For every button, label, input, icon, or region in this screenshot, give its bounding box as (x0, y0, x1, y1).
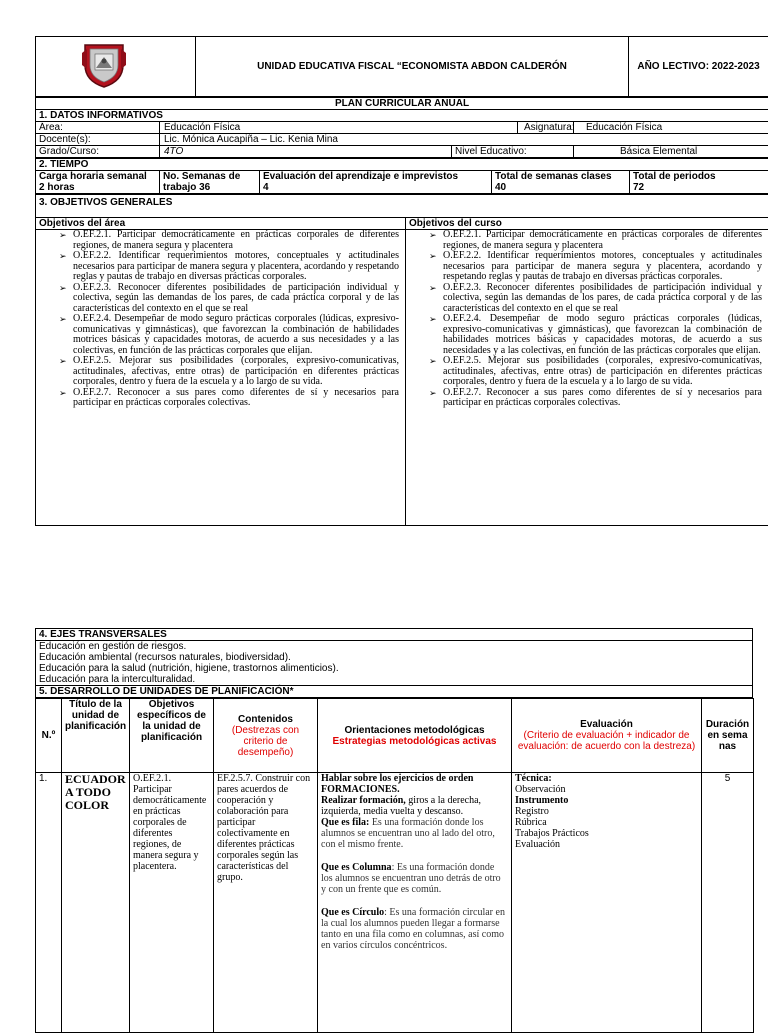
page-2 (35, 628, 753, 1033)
columna-text: : Es una formación donde los alumnos se encuentran uno detrás de otro y con un frente que es común. (321, 862, 501, 895)
logo-cell (36, 37, 196, 97)
grado-value-text: 4TO (164, 146, 183, 157)
total-semanas-value: 40 (495, 182, 626, 193)
unit-objetivo: O.EF.2.1. Participar democráticamente en prácticas corporales de diferentes regiones, de manera segura y placentera. (130, 773, 214, 1033)
objective-text: O.EF.2.3. Reconocer diferentes posibilidades de participación individual y colectiva, según las demandas de los pares, de cada práctica corporal y de las características del contexto en el que se real (73, 282, 399, 314)
tiempo-col-evaluacion (260, 171, 492, 194)
header-table (35, 36, 768, 97)
columna-label: Que es Columna (321, 862, 392, 873)
eje-item: Educación para la interculturalidad. (39, 674, 749, 685)
eje-item: Educación para la salud (nutrición, higiene, trastornos alimenticios). (39, 663, 749, 674)
header-evaluacion (512, 699, 702, 773)
orient-title1: Hablar sobre los ejercicios de orden (321, 773, 474, 784)
unit-orientaciones (318, 773, 512, 1033)
header-duracion: Duración en semanas (702, 699, 754, 773)
orient-realizar-text: giros a la derecha, izquierda, media vuelta y descanso. (321, 795, 481, 817)
objective-text: O.EF.2.5. Mejorar sus posibilidades (corporales, expresivo-comunicativas, actitudinales, afectivas, entre otras) de participación en diferentes prácticas corporales, dentro y fuera de la escuela y a lo largo de su vida. (443, 355, 762, 387)
school-crest-icon (79, 39, 129, 89)
objective-item (409, 314, 762, 356)
objective-text: O.EF.2.4. Desempeñar de modo seguro prácticas corporales (lúdicas, expresivo-comunicativas y gimnásticas), que favorezcan la combinación de habilidades motrices básicas y capacidades motoras, de acuerdo a sus necesidades y a las colectivas, en función de las prácticas corporales que elijan. (73, 313, 399, 356)
objective-item (39, 283, 399, 315)
unit-contenido: EF.2.5.7. Construir con pares acuerdos de cooperación y colaboración para participar colectivamente en diferentes prácticas corporales según las características del grupo. (214, 773, 318, 1033)
arrow-bullet-icon: ➢ (59, 283, 67, 294)
arrow-bullet-icon: ➢ (59, 314, 67, 325)
evaluacion-value: 4 (263, 182, 488, 193)
objective-text: O.EF.2.3. Reconocer diferentes posibilidades de participación individual y colectiva, según las demandas de los pares, de cada práctica corporal y de las características del contexto en el que se real (443, 282, 762, 314)
school-year: AÑO LECTIVO: 2022-2023 (629, 37, 768, 97)
objetivos-curso-list (409, 230, 762, 409)
tiempo-table (35, 158, 768, 194)
objetivos-area-header: Objetivos del área (36, 218, 406, 230)
carga-header: Carga horaria semanal (39, 171, 156, 182)
objective-text: O.EF.2.2. Identificar requerimientos motores, conceptuales y actitudinales necesarios para participar de manera segura y placentera, acordando y respetando reglas y pautas de trabajo en diversas prácticas corporales. (443, 250, 762, 282)
header-contenidos (214, 699, 318, 773)
objetivos-area-list (39, 230, 399, 409)
asignatura-label: Asignatura: (518, 122, 574, 134)
grado-label: Grado/Curso: (36, 146, 160, 158)
orientaciones-label: Orientaciones metodológicas (321, 725, 508, 736)
unit-evaluacion (512, 773, 702, 1033)
unidades-table (35, 698, 754, 1033)
page-1 (35, 36, 768, 526)
arrow-bullet-icon: ➢ (59, 251, 67, 262)
tecnica-value: Observación (515, 784, 698, 795)
asignatura-value: Educación Física (574, 122, 768, 134)
arrow-bullet-icon: ➢ (429, 230, 437, 241)
eje-item: Educación en gestión de riesgos. (39, 641, 749, 652)
semanas-header: No. Semanas de (163, 171, 256, 182)
unit-titulo: ECUADOR A TODO COLOR (62, 773, 130, 1033)
semanas-value: trabajo 36 (163, 182, 256, 193)
objective-text: O.EF.2.4. Desempeñar de modo seguro prácticas corporales (lúdicas, expresivo-comunicativas y gimnásticas), que favorezcan la combinación de habilidades motrices básicas y capacidades motoras, de acuerdo a sus necesidades y a las colectivas, en función de las prácticas corporales que elijan. (443, 313, 762, 356)
arrow-bullet-icon: ➢ (429, 283, 437, 294)
docentes-label: Docente(s): (36, 134, 160, 146)
ejes-section-title: 4. EJES TRANSVERSALES (36, 629, 753, 641)
tiempo-col-total-semanas (492, 171, 630, 194)
eje-item: Educación ambiental (recursos naturales, biodiversidad). (39, 652, 749, 663)
arrow-bullet-icon: ➢ (429, 356, 437, 367)
arrow-bullet-icon: ➢ (59, 356, 67, 367)
objective-text: O.EF.2.2. Identificar requerimientos motores, conceptuales y actitudinales necesarios para participar de manera segura y placentera, acordando y respetando reglas y pautas de trabajo en diversas prácticas corporales. (73, 250, 399, 282)
datos-informativos-table (35, 97, 768, 158)
objetivos-area-cell (36, 230, 406, 526)
objective-item (39, 388, 399, 409)
fila-text: Es una formación donde los alumnos se encuentran uno al lado del otro, con el mismo frente. (321, 817, 495, 850)
desarrollo-section-title: 5. DESARROLLO DE UNIDADES DE PLANIFICACIÓN* (36, 686, 753, 698)
arrow-bullet-icon: ➢ (429, 314, 437, 325)
header-titulo: Título de la unidad de planificación (62, 699, 130, 773)
circulo-label: Que es Círculo (321, 907, 384, 918)
objective-item (409, 283, 762, 315)
evaluacion-header: Evaluación del aprendizaje e imprevistos (263, 171, 488, 182)
contenidos-sublabel: (Destrezas con criterio de desempeño) (217, 725, 314, 758)
grado-value (160, 146, 452, 158)
datos-section-title: 1. DATOS INFORMATIVOS (36, 110, 768, 122)
area-value: Educación Física (160, 122, 518, 134)
instrumento-item: Trabajos Prácticos (515, 828, 698, 839)
total-semanas-header: Total de semanas clases (495, 171, 626, 182)
area-label: Área: (36, 122, 160, 134)
tiempo-col-total-periodos (630, 171, 768, 194)
objetivos-section-title: 3. OBJETIVOS GENERALES (36, 195, 768, 218)
instrumento-item: Registro (515, 806, 698, 817)
carga-value: 2 horas (39, 182, 156, 193)
objective-item (409, 230, 762, 251)
orient-realizar-label: Realizar formación, (321, 795, 406, 806)
arrow-bullet-icon: ➢ (429, 388, 437, 399)
objective-text: O.EF.2.7. Reconocer a sus pares como diferentes de sí y necesarios para participar en prácticas corporales colectivas. (73, 387, 399, 409)
arrow-bullet-icon: ➢ (429, 251, 437, 262)
objective-text: O.EF.2.7. Reconocer a sus pares como diferentes de sí y necesarios para participar en prácticas corporales colectivas. (443, 387, 762, 409)
objetivos-curso-header: Objetivos del curso (406, 218, 768, 230)
instrumento-label: Instrumento (515, 795, 698, 806)
header-objetivos: Objetivos específicos de la unidad de planificación (130, 699, 214, 773)
objective-item (409, 356, 762, 388)
instrumento-item: Evaluación (515, 839, 698, 850)
evaluacion-sublabel: (Criterio de evaluación + indicador de evaluación: de acuerdo con la destreza) (515, 730, 698, 752)
unit-duracion: 5 (702, 773, 754, 1033)
nivel-value: Básica Elemental (574, 146, 768, 158)
objective-text: O.EF.2.5. Mejorar sus posibilidades (corporales, expresivo-comunicativas, actitudinales, afectivas, entre otras) de participación en diferentes prácticas corporales, dentro y fuera de la escuela y a lo largo de su vida. (73, 355, 399, 387)
tiempo-col-carga (36, 171, 160, 194)
unit-numero: 1. (36, 773, 62, 1033)
objetivos-table (35, 194, 768, 526)
school-name: UNIDAD EDUCATIVA FISCAL “ECONOMISTA ABDON CALDERÓN (196, 37, 629, 97)
objective-item (39, 356, 399, 388)
fila-label: Que es fila: (321, 817, 369, 828)
nivel-label: Nivel Educativo: (452, 146, 574, 158)
ejes-cell (36, 641, 753, 686)
orientaciones-sublabel: Estrategias metodológicas activas (321, 736, 508, 747)
evaluacion-label: Evaluación (515, 719, 698, 730)
objective-item (39, 314, 399, 356)
plan-title: PLAN CURRICULAR ANUAL (36, 98, 768, 110)
objective-item (409, 251, 762, 283)
tiempo-section-title: 2. TIEMPO (36, 159, 768, 171)
header-numero: N.º (36, 699, 62, 773)
total-periodos-header: Total de periodos (633, 171, 765, 182)
circulo-text: : Es una formación circular en la cual los alumnos pueden llegar a formarse tanto en una fila como en columnas, así como en varios círculos concéntricos. (321, 907, 505, 951)
instrumento-item: Rúbrica (515, 817, 698, 828)
tiempo-col-semanas (160, 171, 260, 194)
contenidos-label: Contenidos (217, 714, 314, 725)
objective-item (409, 388, 762, 409)
docentes-value: Lic. Mónica Aucapiña – Lic. Kenia Mina (160, 134, 768, 146)
tecnica-label: Técnica: (515, 773, 698, 784)
objective-item (39, 251, 399, 283)
total-periodos-value: 72 (633, 182, 765, 193)
objetivos-curso-cell (406, 230, 768, 526)
objective-text: O.EF.2.1. Participar democráticamente en prácticas corporales de diferentes regiones, de manera segura y placentera (73, 229, 399, 251)
orient-title2: FORMACIONES. (321, 784, 400, 795)
arrow-bullet-icon: ➢ (59, 388, 67, 399)
ejes-table (35, 628, 753, 698)
arrow-bullet-icon: ➢ (59, 230, 67, 241)
header-orientaciones (318, 699, 512, 773)
objective-text: O.EF.2.1. Participar democráticamente en prácticas corporales de diferentes regiones, de manera segura y placentera (443, 229, 762, 251)
objective-item (39, 230, 399, 251)
